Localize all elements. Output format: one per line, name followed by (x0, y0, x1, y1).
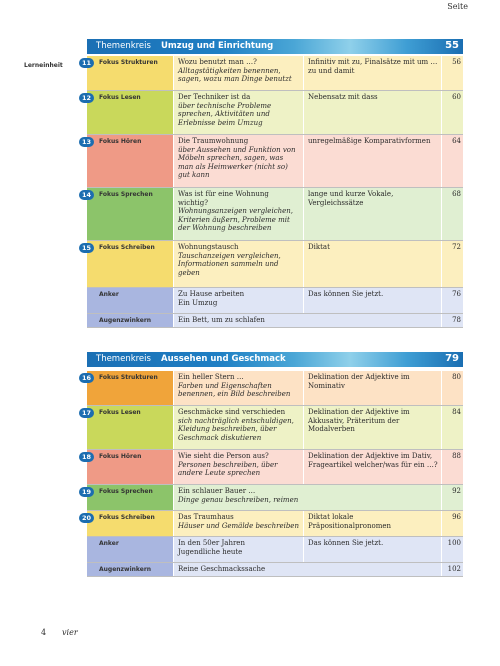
lesson-number: 19 (79, 487, 94, 497)
lesson-row-19[interactable] (81, 485, 463, 511)
topic-title: Die Traumwohnung (178, 137, 249, 145)
topic-title: Zu Hause arbeiten (178, 290, 245, 298)
topic-subtitle: Jugendliche heute (178, 547, 243, 556)
topic-description: Farben und Eigenschaften benennen, ein Bild beschreiben (178, 381, 291, 398)
grammar-cell: Diktat lokale Präpositionalpronomen (304, 511, 441, 536)
anker-row[interactable] (87, 288, 463, 314)
page-cell: 100 (442, 537, 463, 562)
focus-cell (87, 288, 173, 313)
topic-title: Reine Geschmackssache (178, 565, 266, 573)
focus-label: Augenzwinkern (99, 317, 152, 324)
page-cell: 68 (442, 188, 463, 240)
footer-page-word: vier (62, 628, 78, 637)
lerneinheit-label: Lerneinheit (24, 62, 63, 69)
grammar-cell: Nebensatz mit dass (304, 91, 441, 134)
topic-cell (174, 56, 303, 90)
lesson-number: 11 (79, 58, 94, 68)
focus-label: Fokus Strukturen (99, 59, 158, 66)
focus-cell (87, 406, 173, 449)
grammar-cell: lange und kurze Vokale, Vergleichssätze (304, 188, 441, 240)
topic-title: Ein Bett, um zu schlafen (178, 316, 265, 324)
topic-description: Alltagstätigkeiten benennen, sagen, wozu man Dinge benutzt (178, 66, 292, 83)
topic-title: Ein schlauer Bauer … (178, 487, 256, 495)
topic-cell (174, 450, 303, 484)
lesson-number: 16 (79, 373, 94, 383)
lesson-number: 17 (79, 408, 94, 418)
topic-cell (174, 288, 303, 313)
page-cell: 78 (442, 314, 463, 327)
topic-cell (174, 511, 303, 536)
topic-cell (174, 406, 303, 449)
topic-description: Tauschanzeigen vergleichen, Informationen sammeln und geben (178, 251, 281, 277)
topic-title: Wohnungstausch (178, 243, 239, 251)
lesson-row-17[interactable] (81, 406, 463, 450)
page-cell: 84 (442, 406, 463, 449)
anker-row[interactable] (87, 537, 463, 563)
grammar-cell: Deklination der Adjektive im Dativ, Frageartikel welcher/was für ein …? (304, 450, 441, 484)
focus-label: Fokus Lesen (99, 94, 141, 101)
focus-label: Fokus Strukturen (99, 374, 158, 381)
focus-cell (87, 314, 173, 327)
focus-label: Fokus Lesen (99, 409, 141, 416)
lesson-row-12[interactable] (81, 91, 463, 135)
grammar-cell: Das können Sie jetzt. (304, 288, 441, 313)
focus-cell (87, 371, 173, 405)
lesson-number: 20 (79, 513, 94, 523)
topic-title: Geschmäcke sind verschieden (178, 408, 286, 416)
focus-label: Fokus Sprechen (99, 488, 153, 495)
lesson-number: 15 (79, 243, 94, 253)
topic-cell (174, 91, 303, 134)
lesson-number: 18 (79, 452, 94, 462)
topic-description: Personen beschreiben, über andere Leute sprechen (178, 460, 278, 477)
focus-cell (87, 537, 173, 562)
section-header-bar (87, 352, 463, 367)
topic-description: über Aussehen und Funktion von Möbeln sprechen, sagen, was man als Heimwerker (nicht so) gut kann (178, 145, 296, 179)
lesson-row-13[interactable] (81, 135, 463, 188)
lesson-row-11[interactable] (81, 56, 463, 91)
focus-cell (87, 188, 173, 240)
focus-label: Anker (99, 540, 119, 547)
focus-label: Anker (99, 291, 119, 298)
topic-title: Was ist für eine Wohnung wichtig? (178, 190, 269, 207)
topic-cell (174, 188, 303, 240)
focus-cell (87, 135, 173, 187)
lesson-number: 12 (79, 93, 94, 103)
lesson-row-15[interactable] (81, 241, 463, 288)
topic-description: Häuser und Gemälde beschreiben (178, 521, 299, 530)
section-page: 55 (445, 40, 459, 51)
lesson-row-14[interactable] (81, 188, 463, 241)
page-cell: 88 (442, 450, 463, 484)
lesson-row-16[interactable] (81, 371, 463, 406)
focus-label: Fokus Hören (99, 138, 142, 145)
page-cell: 92 (442, 485, 463, 510)
lesson-number: 13 (79, 137, 94, 147)
augenzwinkern-row[interactable] (87, 563, 463, 577)
topic-title: Ein heller Stern … (178, 373, 244, 381)
seite-label: Seite (447, 2, 468, 11)
topic-title: Wie sieht die Person aus? (178, 452, 269, 460)
grammar-cell: Deklination der Adjektive im Akkusativ, Präteritum der Modalverben (304, 406, 441, 449)
focus-cell (87, 56, 173, 90)
focus-label: Fokus Schreiben (99, 514, 155, 521)
topic-title: Das Traumhaus (178, 513, 234, 521)
themenkreis-label: Themenkreis (96, 41, 151, 51)
themenkreis-label: Themenkreis (96, 354, 151, 364)
page-cell: 76 (442, 288, 463, 313)
augenzwinkern-row[interactable] (87, 314, 463, 328)
grammar-cell: Diktat (304, 241, 441, 287)
focus-cell (87, 241, 173, 287)
focus-label: Fokus Hören (99, 453, 142, 460)
focus-label: Augenzwinkern (99, 566, 152, 573)
section-title: Aussehen und Geschmack (161, 354, 286, 364)
focus-cell (87, 511, 173, 536)
focus-cell (87, 485, 173, 510)
lesson-number: 14 (79, 190, 94, 200)
topic-description: über technische Probleme sprechen, Aktivitäten und Erlebnisse beim Umzug (178, 101, 272, 127)
section-title: Umzug und Einrichtung (161, 41, 274, 51)
topic-title: In den 50er Jahren (178, 539, 245, 547)
topic-description: Dinge genau beschreiben, reimen (178, 495, 299, 504)
topic-cell (174, 537, 303, 562)
section-header-bar (87, 39, 463, 54)
lesson-row-18[interactable] (81, 450, 463, 485)
lesson-row-20[interactable] (81, 511, 463, 537)
focus-label: Fokus Sprechen (99, 191, 153, 198)
grammar-cell: Das können Sie jetzt. (304, 537, 441, 562)
focus-cell (87, 563, 173, 576)
page-cell: 80 (442, 371, 463, 405)
page-cell: 96 (442, 511, 463, 536)
section-umzug (81, 39, 463, 324)
footer-page-number: 4 (41, 628, 47, 637)
topic-cell (174, 371, 303, 405)
topic-cell (174, 563, 441, 576)
page-cell: 60 (442, 91, 463, 134)
page-cell: 102 (442, 563, 463, 576)
topic-cell (174, 485, 441, 510)
section-aussehen (81, 352, 463, 573)
grammar-cell: Deklination der Adjektive im Nominativ (304, 371, 441, 405)
grammar-cell: unregelmäßige Komparativformen (304, 135, 441, 187)
topic-subtitle: Ein Umzug (178, 298, 218, 307)
topic-cell (174, 241, 303, 287)
topic-cell (174, 135, 303, 187)
focus-cell (87, 450, 173, 484)
topic-title: Wozu benutzt man …? (178, 58, 257, 66)
page-cell: 72 (442, 241, 463, 287)
focus-cell (87, 91, 173, 134)
section-page: 79 (445, 353, 459, 364)
grammar-cell: Infinitiv mit zu, Finalsätze mit um … zu und damit (304, 56, 441, 90)
topic-title: Der Techniker ist da (178, 93, 251, 101)
topic-description: Wohnungsanzeigen vergleichen, Kriterien äußern, Probleme mit der Wohnung beschreiben (178, 207, 293, 232)
page-cell: 56 (442, 56, 463, 90)
focus-label: Fokus Schreiben (99, 244, 155, 251)
topic-description: sich nachträglich entschuldigen, Kleidung beschreiben, über Geschmack diskutieren (178, 416, 294, 442)
topic-cell (174, 314, 441, 327)
page-cell: 64 (442, 135, 463, 187)
